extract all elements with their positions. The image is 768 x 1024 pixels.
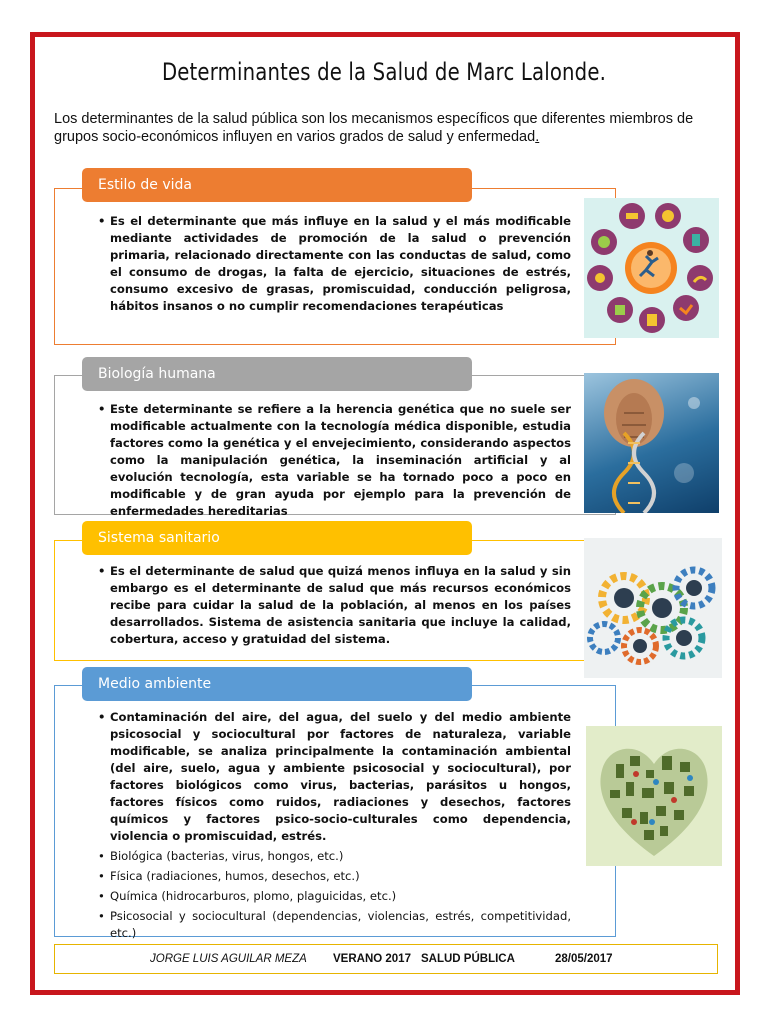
dna-human-body-image <box>584 373 719 513</box>
environment-heart-icons-image <box>586 726 722 866</box>
bullet-medio-ambiente: • Contaminación del aire, del agua, del suelo y del medio ambiente psicosocial y sociocultural por factores de naturaleza, variable modificable, se analiza principalmente la contaminación ambiental (del aire, suelo, agua y ambiente psicosocial y sociocultural), por factores biológicos como virus, bacterias, parásitos u hongos, factores físicos como ruidos, radiaciones y desechos, factores químicos y factores psico-socio-culturales como dependencia, violencia o promiscuidad, estrés. <box>98 709 571 845</box>
subitem-psicosocial: • Psicosocial y sociocultural (dependencias, violencias, estrés, competitividad, etc.) <box>98 908 571 942</box>
bullet-biologia-humana: • Este determinante se refiere a la herencia genética que no suele ser modificable actualmente con la tecnología médica disponible, estudia factores como la genética y el envejecimiento, considerando aspectos como la manipulación genética, la inseminación artificial y al evolución tecnología, esta variable se ha tornado poco a poco en modificable y de gran ayuda por ejemplo para la prevención de enfermedades hereditarias <box>98 401 571 520</box>
page-footer <box>54 944 718 974</box>
footer-term: VERANO 2017 <box>333 953 411 965</box>
section-text-biologia-humana <box>98 401 571 520</box>
section-text-sistema-sanitario <box>98 563 571 648</box>
footer-date: 28/05/2017 <box>555 953 613 965</box>
section-header-biologia-humana: Biología humana <box>82 357 472 391</box>
bullet-sistema-sanitario: • Es el determinante de salud que quizá menos influya en la salud y sin embargo es el determinante de salud que más recursos económicos recibe para cuidar la salud de la población, al menos en los países desarrollados. Sistema de asistencia sanitaria que incluye la calidad, cobertura, acceso y gratuidad del sistema. <box>98 563 571 648</box>
section-header-estilo-de-vida: Estilo de vida <box>82 168 472 202</box>
section-header-medio-ambiente: Medio ambiente <box>82 667 472 701</box>
section-text-medio-ambiente <box>98 709 571 942</box>
page-title: Determinantes de la Salud de Marc Lalonde. <box>161 58 607 86</box>
footer-subject: SALUD PÚBLICA <box>421 953 515 965</box>
footer-author: JORGE LUIS AGUILAR MEZA <box>150 953 307 965</box>
healthy-lifestyle-icons-image <box>584 198 719 338</box>
intro-text: Los determinantes de la salud pública son los mecanismos específicos que diferentes miembros de grupos socio-económicos influyen en varios grados de salud y enfermedad <box>54 111 694 145</box>
subitem-quimica: • Química (hidrocarburos, plomo, plaguicidas, etc.) <box>98 888 571 905</box>
bullet-estilo-de-vida: • Es el determinante que más influye en la salud y el más modificable mediante actividades de promoción de la salud o prevención primaria, relacionado directamente con las conductas de salud, como el consumo de drogas, la falta de ejercicio, situaciones de estrés, consumo excesivo de grasas, promiscuidad, conducción peligrosa, hábitos insanos o no cumplir recomendaciones terapéuticas <box>98 213 571 315</box>
subitem-fisica: • Física (radiaciones, humos, desechos, etc.) <box>98 868 571 885</box>
section-text-estilo-de-vida <box>98 213 571 315</box>
healthcare-gears-image <box>584 538 722 678</box>
intro-tail: . <box>535 129 540 145</box>
subitem-biologica: • Biológica (bacterias, virus, hongos, etc.) <box>98 848 571 865</box>
section-header-sistema-sanitario: Sistema sanitario <box>82 521 472 555</box>
intro-paragraph <box>54 110 714 146</box>
